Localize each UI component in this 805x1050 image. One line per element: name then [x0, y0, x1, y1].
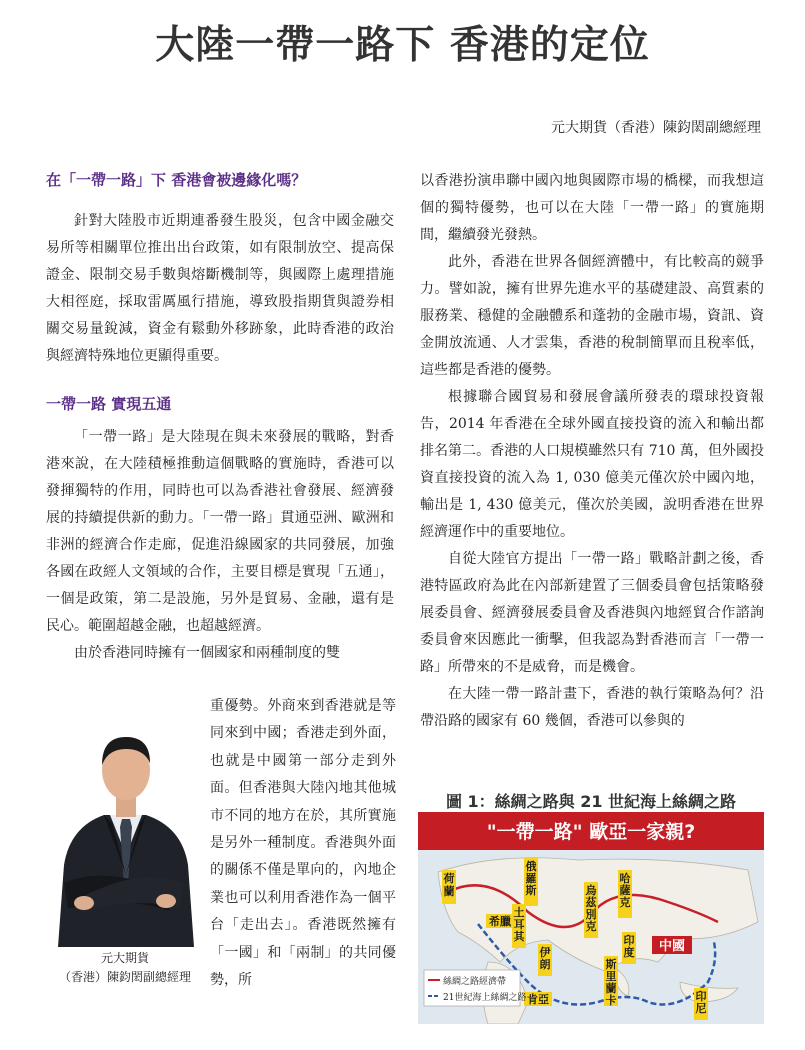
label-iran: 伊朗 — [539, 946, 551, 971]
label-kazakhstan: 哈薩克 — [619, 872, 631, 909]
paragraph: 由於香港同時擁有一個國家和兩種制度的雙 — [74, 645, 340, 661]
section-heading-five-links: 一帶一路 實現五通 — [46, 395, 172, 413]
label-india: 印度 — [623, 934, 635, 959]
legend-land-route: 絲綢之路經濟帶 — [443, 977, 507, 987]
paragraph-continued: 重優勢。外商來到香港就是等同來到中國；香港走到外面，也就是中國第一部分走到外面。但香港與大陸內地其他城市不同的地方在於，其所實施是另外一種制度。香港與外面的關係不僅是單向的，內地企業也可以利用香港作為一個平台「走出去」。香港既然擁有「一國」和「兩制」的共同優勢，所 — [210, 698, 396, 989]
paragraph: 根據聯合國貿易和發展會議所發表的環球投資報告，2014 年香港在全球外國直接投資的流入和輸出都排名第二。香港的人口規模雖然只有 710 萬，但外國投資直接投資的流入為 1, 030 億美元僅次於中國內地，輸出是 1, 430 億美元，僅次於美國，說明香港在世界經濟運作中的重要地位。 — [420, 389, 764, 540]
label-china: 中國 — [658, 939, 686, 954]
label-sri-lanka: 斯里蘭卡 — [605, 958, 617, 1007]
legend-sea-route: 21世紀海上絲綢之路 — [443, 993, 527, 1003]
label-greece: 希臘 — [489, 915, 511, 928]
map-banner: "一帶一路" 歐亞一家親? — [486, 821, 696, 843]
page-title: 大陸一帶一路下 香港的定位 — [155, 23, 650, 68]
left-column — [46, 168, 394, 667]
label-uzbekistan: 烏茲別克 — [585, 884, 597, 933]
label-netherlands: 荷蘭 — [443, 872, 455, 898]
author-byline: 元大期貨（香港）陳鈞閎副總經理 — [551, 120, 761, 136]
label-turkey: 土耳其 — [513, 906, 525, 943]
photo-caption — [46, 949, 204, 987]
label-russia: 俄羅斯 — [525, 860, 537, 897]
label-kenya: 肯亞 — [527, 993, 549, 1006]
figure-title: 圖 1：絲綢之路與 21 世紀海上絲綢之路 — [445, 792, 737, 811]
paragraph: 此外，香港在世界各個經濟體中，有比較高的競爭力。譬如說，擁有世界先進水平的基礎建設、高質素的服務業、穩健的金融體系和蓬勃的金融市場，資訊、資金開放流通、人才雲集，香港的稅制簡單而且稅率低，這些都是香港的優勢。 — [420, 254, 764, 378]
section-heading-marginalized: 在「一帶一路」下 香港會被邊緣化嗎？ — [46, 171, 307, 189]
label-indonesia: 印尼 — [695, 990, 707, 1015]
wrap-column — [210, 693, 396, 994]
caption-line-person: （香港）陳鈞閎副總經理 — [58, 970, 191, 984]
paragraph-continued: 以香港扮演串聯中國內地與國際市場的橋樑，而我想這個的獨特優勢，也可以在大陸「一帶一路」的實施期間，繼續發光發熱。 — [420, 173, 764, 243]
paragraph: 針對大陸股市近期連番發生股災，包含中國金融交易所等相關單位推出出台政策，如有限制放空、提高保證金、限制交易手數與熔斷機制等，與國際上處理措施大相徑庭，採取雷厲風行措施，導致股指期貨與證券相關交易量銳減，資金有鬆動外移跡象，此時香港的政治與經濟特殊地位更顯得重要。 — [46, 213, 394, 364]
silk-road-map — [418, 812, 764, 1024]
paragraph: 在大陸一帶一路計畫下，香港的執行策略為何？沿帶沿路的國家有 60 幾個，香港可以參與的 — [420, 686, 764, 729]
caption-line-company: 元大期貨 — [100, 951, 149, 965]
paragraph: 自從大陸官方提出「一帶一路」戰略計劃之後，香港特區政府為此在內部新建置了三個委員會包括策略發展委員會、經濟發展委員會及香港與內地經貿合作諮詢委員會來因應此一衝擊，但我認為對香港而言「一帶一路」所帶來的不是威脅，而是機會。 — [420, 551, 764, 675]
right-column — [420, 168, 764, 735]
paragraph: 「一帶一路」是大陸現在與未來發展的戰略，對香港來說，在大陸積極推動這個戰略的實施時，香港可以發揮獨特的作用，同時也可以為香港社會發展、經濟發展的持續提供新的動力。「一帶一路」貫通亞洲、歐洲和非洲的經濟合作走廊，促進沿線國家的共同發展，加強各國在政經人文領域的合作，主要目標是實現「五通」，一個是政策，第二是設施，另外是貿易、金融，還有是民心。範圍超越金融，也超越經濟。 — [46, 429, 394, 634]
author-photo — [46, 715, 204, 947]
